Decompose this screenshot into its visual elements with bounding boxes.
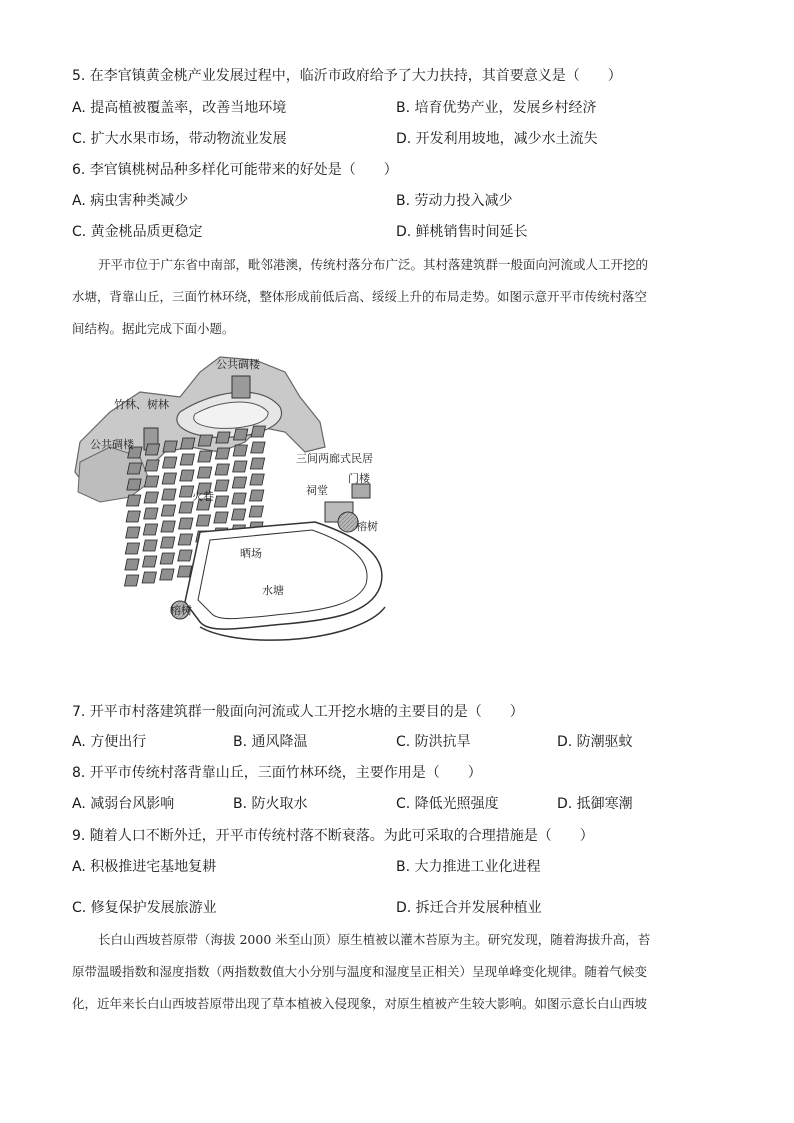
- q7-option-b: B. 通风降温: [233, 734, 308, 750]
- tower-top-icon: [232, 376, 250, 398]
- house-block: [231, 509, 245, 520]
- q6-option-b: B. 劳动力投入减少: [396, 193, 513, 209]
- q8-option-c: C. 降低光照强度: [396, 796, 499, 812]
- house-block: [251, 442, 265, 453]
- q6-stem: 6. 李官镇桃树品种多样化可能带来的好处是（ ）: [72, 162, 398, 178]
- q6-option-d: D. 鲜桃销售时间延长: [396, 224, 528, 240]
- label-bamboo: 竹林、树林: [114, 398, 169, 411]
- q5-stem: 5. 在李官镇黄金桃产业发展过程中，临沂市政府给予了大力扶持，其首要意义是（ ）: [72, 68, 622, 84]
- house-block: [250, 458, 264, 469]
- house-block: [160, 569, 174, 580]
- passage-changbai-line-3: 化，近年来长白山西坡苔原带出现了草本植被入侵现象，对原生植被产生较大影响。如图示意长白山西坡: [72, 996, 648, 1011]
- label-lane: 火巷: [192, 490, 214, 503]
- house-block: [143, 524, 157, 535]
- passage-changbai: [72, 924, 718, 1020]
- pond-area: [185, 522, 382, 629]
- label-pond: 水塘: [262, 584, 284, 597]
- house-block: [125, 543, 139, 554]
- label-yard: 晒场: [240, 547, 262, 560]
- q7-option-a: A. 方便出行: [72, 734, 147, 750]
- house-block: [143, 540, 157, 551]
- house-block: [180, 470, 194, 481]
- house-block: [214, 512, 228, 523]
- house-block: [180, 454, 194, 465]
- house-block: [233, 461, 247, 472]
- label-tower-left: 公共碉楼: [90, 438, 134, 451]
- label-hall: 祠堂: [306, 484, 328, 497]
- house-block: [127, 479, 141, 490]
- house-block: [214, 496, 228, 507]
- house-block: [125, 559, 139, 570]
- q9-option-c: C. 修复保护发展旅游业: [72, 900, 217, 916]
- village-layout-map: [70, 352, 410, 682]
- label-banyan-left: 榕树: [170, 604, 192, 617]
- q7-option-c: C. 防洪抗旱: [396, 734, 471, 750]
- passage-changbai-line-2: 原带温暖指数和湿度指数（两指数数值大小分别与温度和湿度呈正相关）呈现单峰变化规律。随着气候变: [72, 964, 648, 979]
- house-block: [127, 463, 141, 474]
- house-block: [198, 435, 212, 446]
- q8-option-a: A. 减弱台风影响: [72, 796, 175, 812]
- label-houses: 三间两廊式民居: [296, 452, 373, 465]
- house-block: [144, 492, 158, 503]
- q6-option-a: A. 病虫害种类减少: [72, 193, 189, 209]
- house-block: [233, 445, 247, 456]
- house-block: [160, 553, 174, 564]
- house-block: [215, 448, 229, 459]
- passage-kaiping-line-1: 开平市位于广东省中南部，毗邻港澳，传统村落分布广泛。其村落建筑群一般面向河流或人工开挖的: [98, 257, 649, 272]
- q8-option-b: B. 防火取水: [233, 796, 308, 812]
- house-block: [161, 521, 175, 532]
- house-block: [163, 441, 177, 452]
- house-block: [126, 511, 140, 522]
- gate-icon: [352, 484, 370, 498]
- house-block: [249, 506, 263, 517]
- house-block: [251, 426, 265, 437]
- house-block: [179, 502, 193, 513]
- q9-option-b: B. 大力推进工业化进程: [396, 859, 541, 875]
- house-block: [196, 515, 210, 526]
- house-block: [233, 429, 247, 440]
- q9-option-a: A. 积极推进宅基地复耕: [72, 859, 217, 875]
- house-block: [232, 493, 246, 504]
- house-block: [144, 476, 158, 487]
- q9-stem: 9. 随着人口不断外迁，开平市传统村落不断衰落。为此可采取的合理措施是（ ）: [72, 828, 594, 844]
- q5-option-c: C. 扩大水果市场，带动物流业发展: [72, 131, 287, 147]
- passage-kaiping-line-3: 间结构。据此完成下面小题。: [72, 321, 235, 336]
- house-block: [215, 464, 229, 475]
- q5-option-a: A. 提高植被覆盖率，改善当地环境: [72, 100, 287, 116]
- house-block: [144, 508, 158, 519]
- house-block: [197, 467, 211, 478]
- house-block: [124, 575, 138, 586]
- house-block: [177, 566, 191, 577]
- q8-option-d: D. 抵御寒潮: [557, 796, 633, 812]
- q8-stem: 8. 开平市传统村落背靠山丘，三面竹林环绕，主要作用是（ ）: [72, 765, 482, 781]
- house-block: [216, 432, 230, 443]
- house-block: [163, 457, 177, 468]
- house-block: [250, 474, 264, 485]
- house-block: [162, 473, 176, 484]
- label-tower-top: 公共碉楼: [216, 358, 260, 371]
- passage-kaiping-line-2: 水塘，背靠山丘，三面竹林环绕，整体形成前低后高、绥绥上升的布局走势。如图示意开平市传统村落空: [72, 289, 648, 304]
- house-block: [142, 572, 156, 583]
- house-block: [162, 489, 176, 500]
- house-block: [215, 480, 229, 491]
- q7-option-d: D. 防潮驱蚊: [557, 734, 633, 750]
- q6-option-c: C. 黄金桃品质更稳定: [72, 224, 203, 240]
- house-block: [232, 477, 246, 488]
- house-block: [145, 460, 159, 471]
- house-block: [145, 444, 159, 455]
- label-banyan-right: 榕树: [356, 520, 378, 533]
- label-gate: 门楼: [348, 472, 370, 485]
- house-block: [250, 490, 264, 501]
- house-block: [161, 537, 175, 548]
- house-block: [178, 550, 192, 561]
- house-block: [179, 518, 193, 529]
- house-block: [178, 534, 192, 545]
- banyan-right-icon: [338, 512, 358, 532]
- passage-kaiping: [72, 249, 718, 345]
- house-block: [142, 556, 156, 567]
- q5-option-d: D. 开发利用坡地，减少水土流失: [396, 131, 598, 147]
- house-block: [126, 527, 140, 538]
- house-block: [198, 451, 212, 462]
- q9-option-d: D. 拆迁合并发展种植业: [396, 900, 542, 916]
- house-block: [161, 505, 175, 516]
- q7-stem: 7. 开平市村落建筑群一般面向河流或人工开挖水塘的主要目的是（ ）: [72, 704, 524, 720]
- passage-changbai-line-1: 长白山西坡苔原带（海拔 2000 米至山顶）原生植被以灌木苔原为主。研究发现，随着海拔升高，苔: [98, 932, 651, 947]
- house-block: [126, 495, 140, 506]
- q5-option-b: B. 培育优势产业，发展乡村经济: [396, 100, 597, 116]
- house-block: [181, 438, 195, 449]
